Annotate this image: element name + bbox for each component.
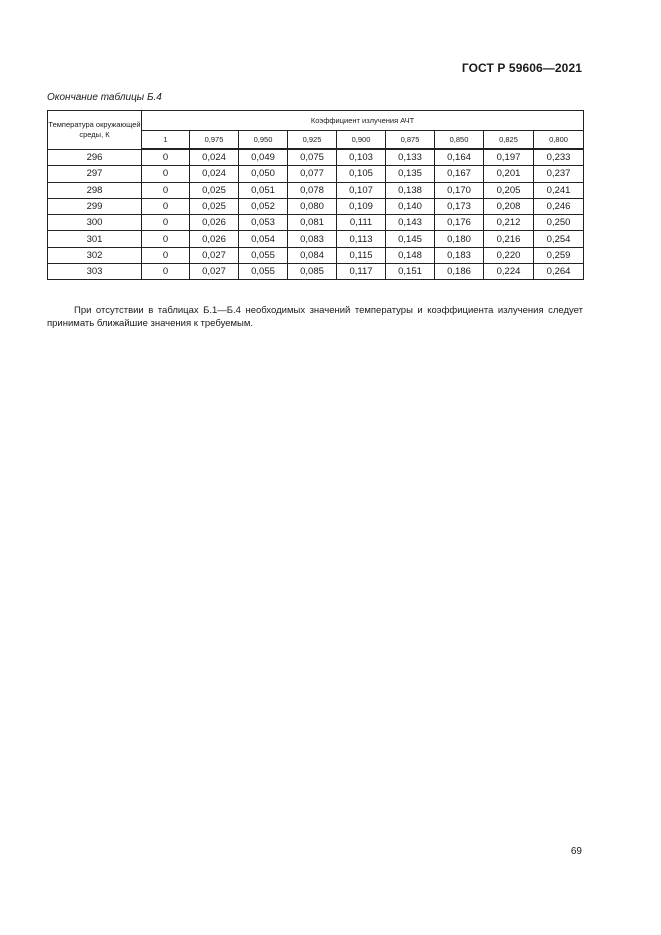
coefficient-value-cell: 0,027 [190, 264, 239, 280]
coefficient-value-cell: 0,133 [386, 149, 435, 166]
coefficient-value-cell: 0,050 [239, 166, 288, 182]
coefficient-value-cell: 0,078 [288, 182, 337, 198]
coefficient-value-cell: 0,140 [386, 198, 435, 214]
coefficient-value-cell: 0 [142, 215, 190, 231]
coefficient-value-cell: 0,077 [288, 166, 337, 182]
coefficient-value-cell: 0,080 [288, 198, 337, 214]
coefficient-value-cell: 0,025 [190, 182, 239, 198]
table-row [48, 215, 584, 231]
coefficient-value-cell: 0,103 [337, 149, 386, 166]
coefficient-column-header: 0,975 [190, 131, 239, 150]
coefficient-value-cell: 0,083 [288, 231, 337, 247]
coefficient-value-cell: 0,208 [484, 198, 534, 214]
coefficient-value-cell: 0,049 [239, 149, 288, 166]
coefficient-column-header: 0,850 [435, 131, 484, 150]
coefficient-value-cell: 0,201 [484, 166, 534, 182]
coefficient-value-cell: 0,259 [534, 247, 584, 263]
temperature-cell: 300 [48, 215, 142, 231]
coefficient-value-cell: 0,024 [190, 149, 239, 166]
table-caption: Окончание таблицы Б.4 [47, 92, 162, 103]
temperature-cell: 299 [48, 198, 142, 214]
temperature-cell: 297 [48, 166, 142, 182]
document-code: ГОСТ Р 59606—2021 [461, 61, 582, 75]
coefficient-value-cell: 0,107 [337, 182, 386, 198]
coefficient-value-cell: 0,197 [484, 149, 534, 166]
table-row [48, 149, 584, 166]
coefficient-column-header: 0,900 [337, 131, 386, 150]
coefficient-value-cell: 0 [142, 264, 190, 280]
coefficient-value-cell: 0,055 [239, 247, 288, 263]
coefficient-column-header: 0,925 [288, 131, 337, 150]
temperature-cell: 303 [48, 264, 142, 280]
temperature-cell: 302 [48, 247, 142, 263]
coefficient-value-cell: 0,220 [484, 247, 534, 263]
temperature-cell: 301 [48, 231, 142, 247]
coefficient-value-cell: 0 [142, 231, 190, 247]
page-number: 69 [570, 846, 582, 857]
coefficient-value-cell: 0,109 [337, 198, 386, 214]
table-row [48, 198, 584, 214]
coefficient-value-cell: 0,026 [190, 231, 239, 247]
coefficient-value-cell: 0,167 [435, 166, 484, 182]
coefficient-value-cell: 0,024 [190, 166, 239, 182]
coefficient-value-cell: 0,143 [386, 215, 435, 231]
coefficient-group-header: Коэффициент излучения АЧТ [142, 111, 584, 131]
coefficient-column-header: 0,825 [484, 131, 534, 150]
coefficient-value-cell: 0,173 [435, 198, 484, 214]
coefficient-value-cell: 0,246 [534, 198, 584, 214]
coefficient-value-cell: 0,233 [534, 149, 584, 166]
table-row [48, 231, 584, 247]
coefficient-value-cell: 0,151 [386, 264, 435, 280]
temperature-column-header: Температура окружающей среды, К [48, 111, 142, 150]
note-paragraph: При отсутствии в таблицах Б.1—Б.4 необходимых значений температуры и коэффициента излучения следует принимать ближайшие значения к требуемым. [47, 304, 583, 329]
coefficient-value-cell: 0,180 [435, 231, 484, 247]
coefficient-value-cell: 0,164 [435, 149, 484, 166]
coefficient-value-cell: 0 [142, 247, 190, 263]
coefficient-value-cell: 0,081 [288, 215, 337, 231]
coefficient-value-cell: 0 [142, 149, 190, 166]
coefficient-value-cell: 0,053 [239, 215, 288, 231]
coefficient-value-cell: 0,084 [288, 247, 337, 263]
coefficient-value-cell: 0,105 [337, 166, 386, 182]
coefficient-value-cell: 0,117 [337, 264, 386, 280]
coefficient-value-cell: 0,183 [435, 247, 484, 263]
coefficient-value-cell: 0,054 [239, 231, 288, 247]
coefficient-value-cell: 0,264 [534, 264, 584, 280]
coefficient-value-cell: 0,111 [337, 215, 386, 231]
coefficient-value-cell: 0 [142, 166, 190, 182]
coefficient-value-cell: 0,055 [239, 264, 288, 280]
coefficient-value-cell: 0,052 [239, 198, 288, 214]
coefficient-value-cell: 0,113 [337, 231, 386, 247]
coefficient-value-cell: 0,237 [534, 166, 584, 182]
table-header-row [48, 111, 584, 131]
coefficient-value-cell: 0,075 [288, 149, 337, 166]
coefficient-value-cell: 0,254 [534, 231, 584, 247]
coefficient-value-cell: 0,051 [239, 182, 288, 198]
coefficient-value-cell: 0,241 [534, 182, 584, 198]
coefficient-value-cell: 0,145 [386, 231, 435, 247]
coefficient-column-header: 0,800 [534, 131, 584, 150]
coefficient-value-cell: 0,138 [386, 182, 435, 198]
coefficient-value-cell: 0,026 [190, 215, 239, 231]
table-row [48, 182, 584, 198]
coefficient-column-header: 1 [142, 131, 190, 150]
coefficient-value-cell: 0,224 [484, 264, 534, 280]
table-body [48, 149, 584, 280]
table-row [48, 264, 584, 280]
emissivity-table [47, 110, 584, 280]
coefficient-value-cell: 0,027 [190, 247, 239, 263]
table-row [48, 247, 584, 263]
coefficient-value-cell: 0,205 [484, 182, 534, 198]
coefficient-value-cell: 0,186 [435, 264, 484, 280]
coefficient-column-header: 0,950 [239, 131, 288, 150]
coefficient-value-cell: 0 [142, 182, 190, 198]
coefficient-value-cell: 0,170 [435, 182, 484, 198]
coefficient-value-cell: 0,216 [484, 231, 534, 247]
coefficient-column-header: 0,875 [386, 131, 435, 150]
coefficient-value-cell: 0,250 [534, 215, 584, 231]
coefficient-value-cell: 0,135 [386, 166, 435, 182]
coefficient-value-cell: 0,115 [337, 247, 386, 263]
temperature-cell: 296 [48, 149, 142, 166]
table-row [48, 166, 584, 182]
coefficient-value-cell: 0,085 [288, 264, 337, 280]
coefficient-value-cell: 0,025 [190, 198, 239, 214]
coefficient-value-cell: 0 [142, 198, 190, 214]
coefficient-value-cell: 0,176 [435, 215, 484, 231]
coefficient-value-cell: 0,148 [386, 247, 435, 263]
temperature-cell: 298 [48, 182, 142, 198]
coefficient-value-cell: 0,212 [484, 215, 534, 231]
